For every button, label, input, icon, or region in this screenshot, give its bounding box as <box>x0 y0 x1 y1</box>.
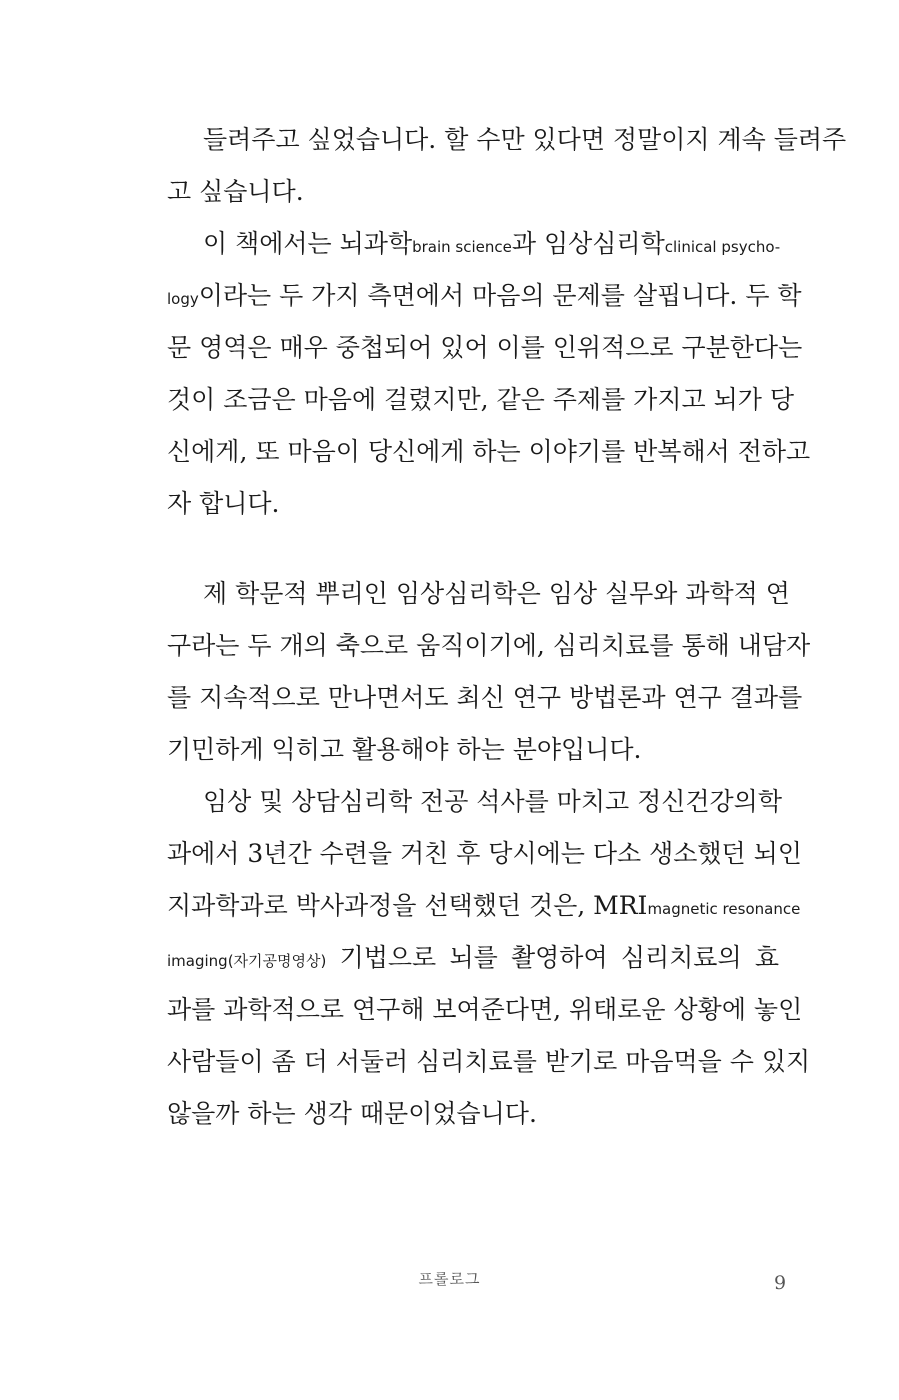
text-line <box>167 426 811 478</box>
text-line <box>167 478 779 530</box>
text-line <box>167 620 811 672</box>
gloss-text: brain science <box>412 238 512 256</box>
body-text: 기법으로 뇌를 촬영하여 심리치료의 효 <box>326 943 779 972</box>
text-block-bottom <box>167 568 811 1140</box>
gloss-text: logy <box>167 290 199 308</box>
body-text: 과를 과학적으로 연구해 보여준다면, 위태로운 상황에 놓인 <box>167 995 803 1024</box>
text-line <box>167 568 790 620</box>
body-text: 임상 및 상담심리학 전공 석사를 마치고 정신건강의학 <box>203 787 782 816</box>
text-line <box>167 218 779 270</box>
text-line <box>167 270 802 322</box>
text-line <box>167 828 802 880</box>
text-line <box>167 776 782 828</box>
body-text: 이 책에서는 뇌과학 <box>203 229 413 258</box>
body-text: 과에서 3년간 수련을 거친 후 당시에는 다소 생소했던 뇌인 <box>167 839 802 868</box>
text-line <box>167 1036 811 1088</box>
gloss-text: magnetic resonance <box>647 900 801 918</box>
body-text: 신에게, 또 마음이 당신에게 하는 이야기를 반복해서 전하고 <box>167 437 811 466</box>
text-line <box>167 932 779 984</box>
text-line <box>167 374 794 426</box>
text-line <box>167 114 847 166</box>
gloss-text: imaging(자기공명영상) <box>167 952 327 970</box>
text-line <box>167 1088 779 1140</box>
body-text: 기민하게 익히고 활용해야 하는 분야입니다. <box>167 735 642 764</box>
paragraph <box>167 114 847 218</box>
body-text: 과 임상심리학 <box>511 229 665 258</box>
body-text: 사람들이 좀 더 서둘러 심리치료를 받기로 마음먹을 수 있지 <box>167 1047 811 1076</box>
body-text: 구라는 두 개의 축으로 움직이기에, 심리치료를 통해 내담자 <box>167 631 811 660</box>
body-text: 를 지속적으로 만나면서도 최신 연구 방법론과 연구 결과를 <box>167 683 803 712</box>
paragraph <box>167 218 811 530</box>
text-block-top <box>167 114 847 530</box>
running-title: 프롤로그 <box>418 1270 481 1288</box>
text-line <box>167 672 803 724</box>
body-text: 이라는 두 가지 측면에서 마음의 문제를 살핍니다. 두 학 <box>198 281 802 310</box>
text-line <box>167 322 803 374</box>
body-text: 문 영역은 매우 중첩되어 있어 이를 인위적으로 구분한다는 <box>167 333 803 362</box>
body-text: 자 합니다. <box>167 489 280 518</box>
gloss-text: clinical psycho- <box>664 238 781 256</box>
text-line <box>167 984 803 1036</box>
paragraph <box>167 776 811 1140</box>
text-line <box>167 166 779 218</box>
body-text: 고 싶습니다. <box>167 177 304 206</box>
body-text: 들려주고 싶었습니다. 할 수만 있다면 정말이지 계속 들려주 <box>203 125 847 154</box>
page-number: 9 <box>774 1272 787 1294</box>
paragraph <box>167 568 811 776</box>
body-text: 제 학문적 뿌리인 임상심리학은 임상 실무와 과학적 연 <box>203 579 790 608</box>
text-line <box>167 880 801 932</box>
body-text: 지과학과로 박사과정을 선택했던 것은, MRI <box>167 891 648 920</box>
body-text: 것이 조금은 마음에 걸렸지만, 같은 주제를 가지고 뇌가 당 <box>167 385 794 414</box>
body-text: 않을까 하는 생각 때문이었습니다. <box>167 1099 537 1128</box>
text-line <box>167 724 779 776</box>
